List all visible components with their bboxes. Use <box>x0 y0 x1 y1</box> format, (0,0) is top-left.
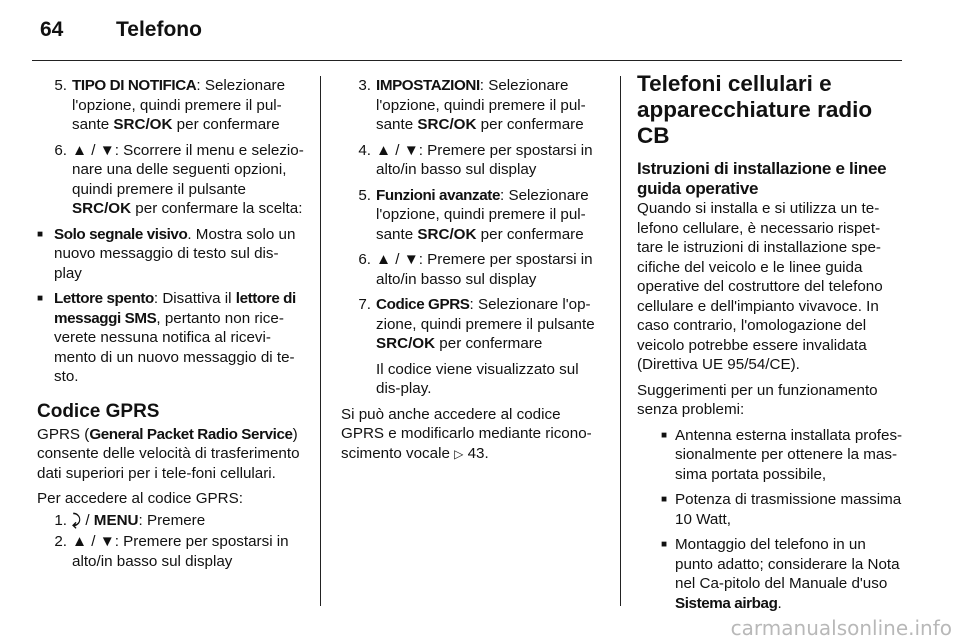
paragraph: Per accedere al codice GPRS: <box>37 490 243 507</box>
item-body: : Premere per spostarsi in alto/in basso sul display <box>72 533 289 570</box>
bullet-item <box>37 289 305 387</box>
list-item <box>341 76 605 135</box>
term: Sistema airbag <box>675 594 778 612</box>
item-body: : Disattiva il <box>153 290 236 307</box>
list-item <box>341 295 605 354</box>
bullet-square-icon <box>37 225 54 284</box>
item-text <box>376 250 605 289</box>
item-body: , pertanto non rice-verete nessuna notifica al ricevi-mento di un nuovo messaggio di te-sto. <box>54 309 295 385</box>
option-label: TIPO DI NOTIFICA <box>72 77 197 94</box>
bullet-item <box>637 490 905 529</box>
option-label: Solo segnale visivo <box>54 225 188 243</box>
bullet-item <box>637 535 905 613</box>
item-body: : Premere per spostarsi in alto/in basso sul display <box>376 251 593 288</box>
option-label: Lettore spento <box>54 290 154 307</box>
item-text <box>675 535 905 613</box>
item-text <box>72 511 305 531</box>
up-down-arrow-icon: ▲ / ▼ <box>376 251 419 268</box>
option-label: lettore di messaggi SMS <box>54 290 296 327</box>
item-number: 4. <box>358 141 371 159</box>
column-divider <box>620 76 621 606</box>
item-body: . Mostra solo un nuovo messaggio di testo sul dis-play <box>54 225 296 282</box>
section-heading: Codice GPRS <box>37 400 160 422</box>
item-text: Potenza di trasmissione massima 10 Watt, <box>675 491 902 528</box>
page-number: 64 <box>40 18 64 41</box>
page-title: Telefono <box>116 18 202 41</box>
section-title: Telefoni cellulari e apparecchiature radio CB <box>637 71 873 148</box>
list-item <box>341 250 605 289</box>
list-item <box>341 186 605 245</box>
item-text <box>376 295 605 354</box>
text: ) consente delle velocità di trasferimento dati superiori per i tele-foni cellulari. <box>37 425 300 482</box>
text: Si può anche accedere al codice GPRS e modificarlo mediante ricono-scimento vocale <box>341 405 592 462</box>
option-label: Codice GPRS <box>376 296 470 313</box>
item-number: 6. <box>54 141 67 159</box>
item-body: : Selezionare l'opzione, quindi premere il pul-sante <box>72 77 286 133</box>
column-divider <box>320 76 321 606</box>
item-body: : Premere <box>138 511 206 529</box>
text: GPRS ( <box>37 425 90 443</box>
paragraph: Suggerimenti per un funzionamento senza problemi: <box>637 381 878 418</box>
list-item <box>37 76 305 135</box>
item-body: per confermare <box>172 116 280 133</box>
key-label: SRC/OK <box>72 200 132 217</box>
item-number: 2. <box>54 533 67 550</box>
paragraph: Quando si installa e si utilizza un te-lefono cellulare, è necessario rispet-tare le istruzioni di installazione spe-cifiche del veicolo e le linee guida operative del costruttore del telefono cellulare e dell'impianto vivavoce. In caso contrario, l'omologazione del veicolo potrebbe essere invalidata (Direttiva UE 95/54/CE). <box>637 200 883 373</box>
paragraph <box>341 405 605 465</box>
item-number: 7. <box>358 296 371 313</box>
item-body: per confermare <box>476 116 584 133</box>
header-rule <box>32 60 902 61</box>
item-body: : Scorrere il menu e selezio-nare una delle seguenti opzioni, quindi premere il pulsante <box>72 141 304 198</box>
list-item <box>341 141 605 180</box>
up-down-arrow-icon: ▲ / ▼ <box>376 141 419 159</box>
key-label: SRC/OK <box>417 116 477 133</box>
item-body: . <box>777 594 782 612</box>
phone-call-icon: ⤸ <box>72 511 82 529</box>
page-header <box>40 18 202 48</box>
bullet-item <box>37 225 305 284</box>
item-body: : Selezionare l'opzione, quindi premere il pul-sante <box>376 186 589 243</box>
item-text <box>54 289 305 387</box>
separator: / <box>81 511 94 529</box>
key-label: MENU <box>93 511 139 529</box>
item-body: : Selezionare l'opzione, quindi premere il pul-sante <box>376 77 586 133</box>
column-2 <box>341 76 605 470</box>
column-3 <box>637 71 905 619</box>
key-label: SRC/OK <box>113 116 173 133</box>
item-body: per confermare <box>435 335 543 352</box>
option-label: Funzioni avanzate <box>376 186 500 204</box>
item-body: : Selezionare l'op-zione, quindi premere il pulsante <box>376 296 595 333</box>
item-text <box>376 141 605 180</box>
bullet-square-icon <box>637 490 675 529</box>
paragraph <box>37 425 305 484</box>
up-down-arrow-icon: ▲ / ▼ <box>72 533 115 550</box>
item-number: 5. <box>358 186 371 204</box>
option-label: IMPOSTAZIONI <box>376 77 480 94</box>
item-body: : Premere per spostarsi in alto/in basso sul display <box>376 141 593 178</box>
item-text <box>376 186 605 245</box>
item-number: 3. <box>358 77 371 94</box>
item-text <box>54 225 305 284</box>
item-body: per confermare <box>476 225 584 243</box>
item-number: 1. <box>54 511 67 529</box>
item-text <box>72 141 305 219</box>
item-number: 6. <box>358 251 371 268</box>
list-item <box>37 141 305 219</box>
up-down-arrow-icon: ▲ / ▼ <box>72 141 115 159</box>
watermark: carmanualsonline.info <box>730 616 952 640</box>
column-1 <box>37 76 305 577</box>
term: General Packet Radio Service <box>89 425 293 443</box>
key-label: SRC/OK <box>376 335 436 352</box>
item-text <box>72 532 305 571</box>
bullet-square-icon <box>637 535 675 613</box>
subsection-title: Istruzioni di installazione e linee guida operative <box>637 159 887 198</box>
bullet-square-icon <box>37 289 54 387</box>
item-text <box>72 76 305 135</box>
item-body: per confermare la scelta: <box>131 200 303 217</box>
list-item <box>37 532 305 571</box>
page-reference-icon: ▷ <box>454 446 464 461</box>
item-text: Antenna esterna installata profes-sionalmente per ottenere la mas-sima portata possibile, <box>675 426 903 483</box>
page-reference: 43. <box>463 444 489 462</box>
item-body: Montaggio del telefono in un punto adatto; considerare la Nota nel Ca-pitolo del Manuale d'uso <box>675 536 900 592</box>
item-number: 5. <box>54 77 67 94</box>
bullet-item <box>637 426 905 485</box>
step-note: Il codice viene visualizzato sul dis-play. <box>376 360 579 397</box>
key-label: SRC/OK <box>417 225 477 243</box>
list-item <box>37 511 305 531</box>
item-text <box>376 76 605 135</box>
bullet-square-icon <box>637 426 675 485</box>
